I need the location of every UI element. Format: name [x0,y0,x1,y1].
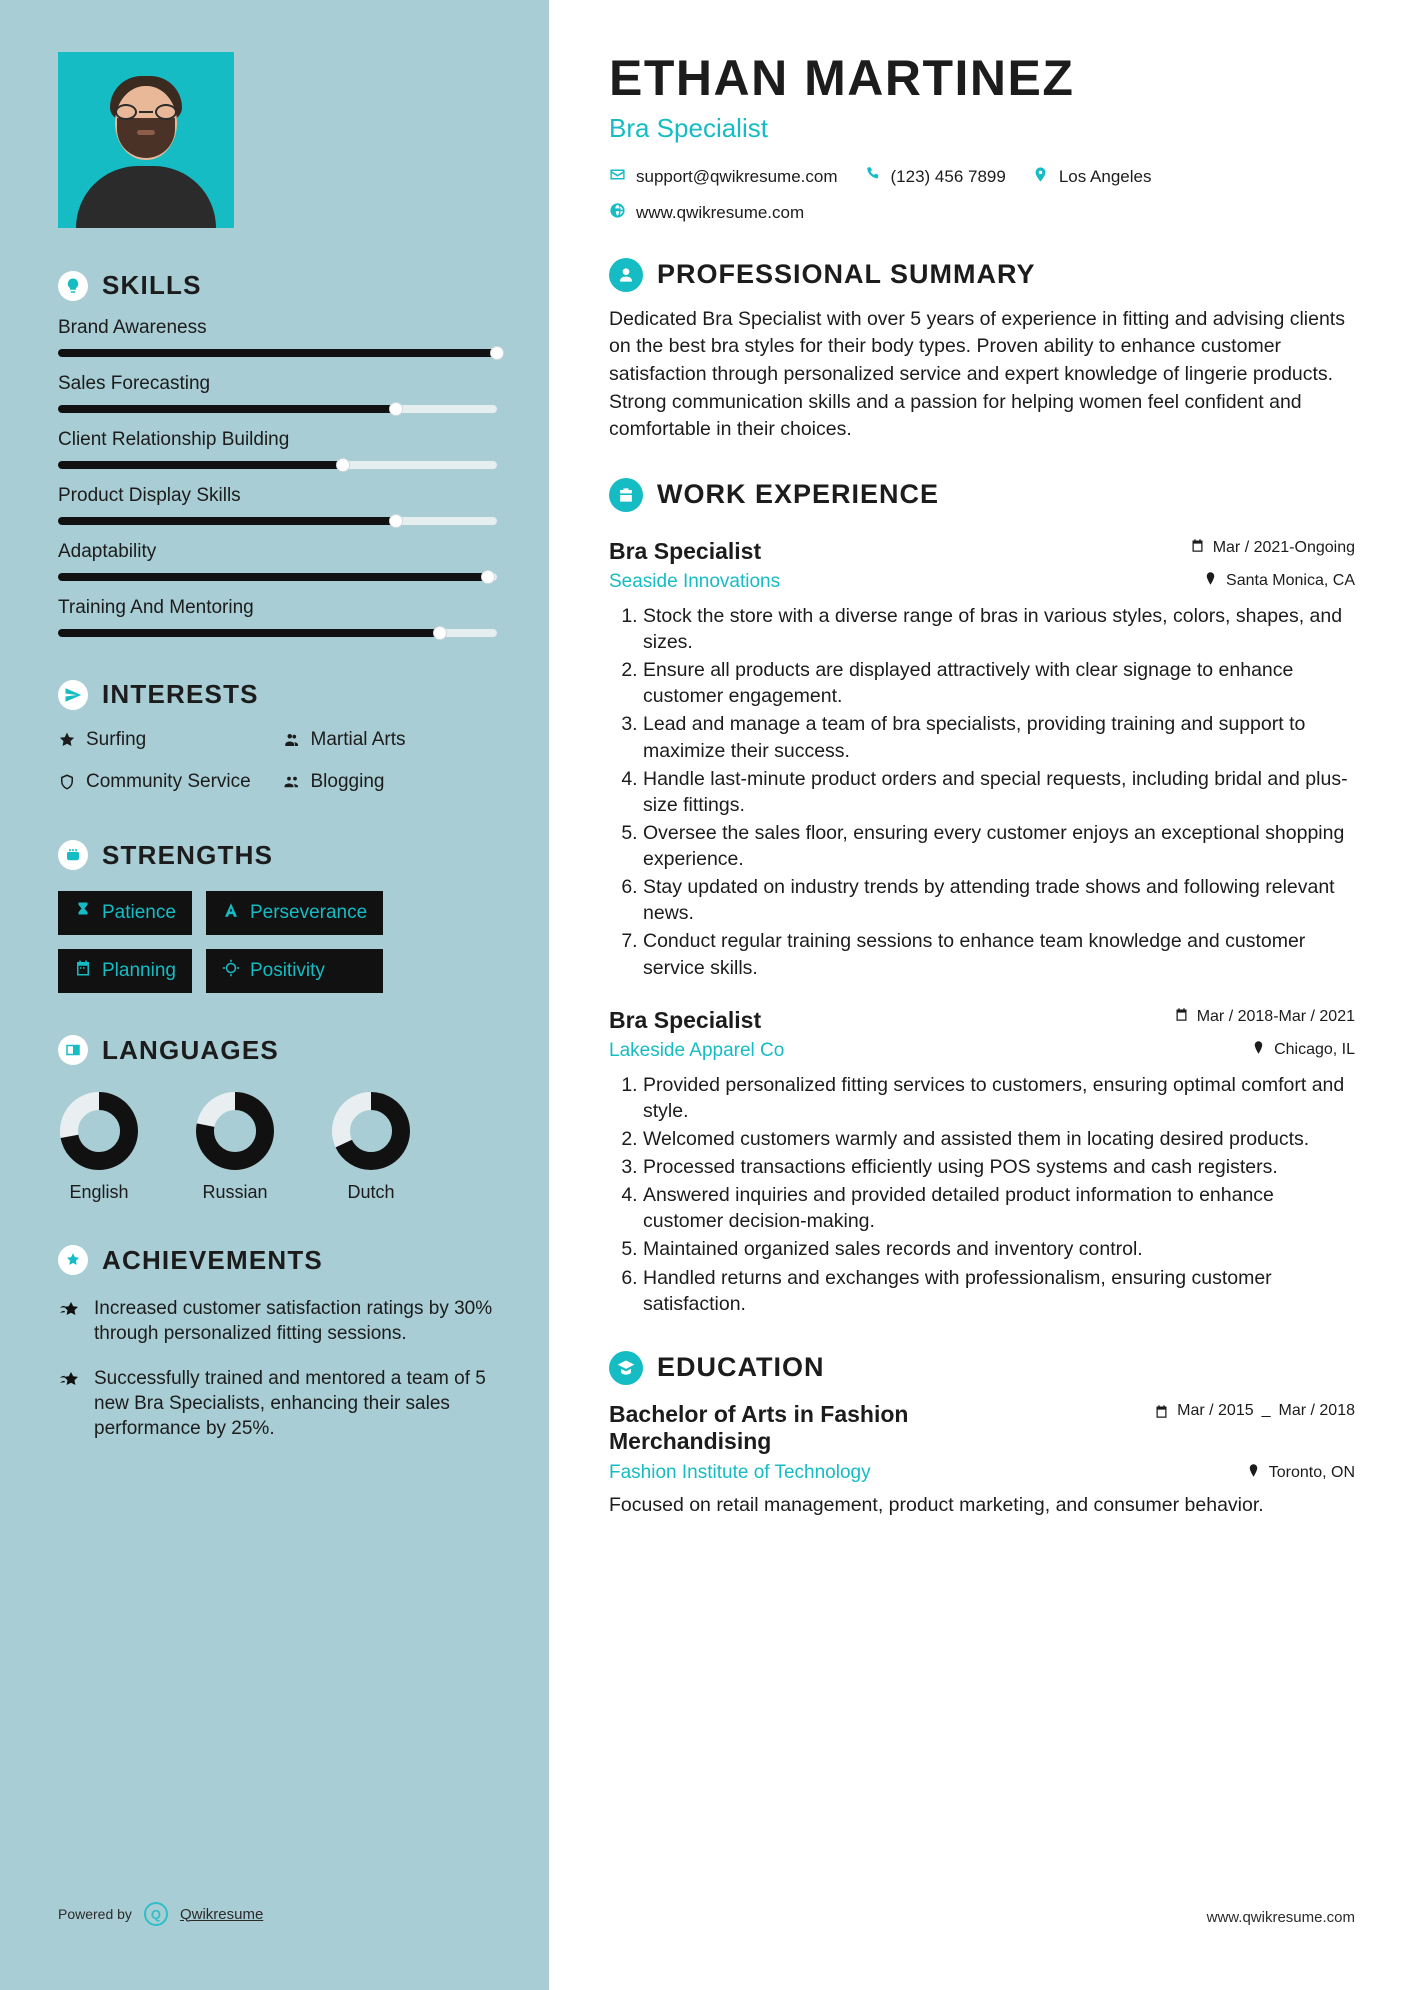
strength-label: Patience [102,901,176,923]
skill-label: Sales Forecasting [58,373,211,394]
job-location-text: Chicago, IL [1274,1040,1355,1058]
bullet-item: 5. Oversee the sales floor, ensuring every customer enjoys an exceptional shopping experience. [643,820,1355,872]
page-title: ETHAN MARTINEZ [609,50,1075,106]
job-location [1251,1040,1355,1060]
education-location [1246,1462,1355,1484]
section-title: PROFESSIONAL SUMMARY [657,259,1036,289]
strength-icon [222,901,240,925]
section-header-summary [609,258,1355,292]
language-item [58,1090,140,1203]
sidebar [0,0,553,1990]
bullet-item: 4. Answered inquiries and provided detailed product information to enhance customer decision-making. [643,1182,1355,1234]
bullet-item: 1. Provided personalized fitting services to customers, ensuring optimal comfort and style. [643,1072,1355,1124]
section-title: INTERESTS [102,679,259,709]
strength-label: Planning [102,959,176,981]
map-pin-icon [1246,1463,1261,1483]
strength-chip [58,949,192,993]
skill-item [58,373,497,413]
mail-icon [609,166,626,188]
briefcase-icon [609,478,643,512]
job-location-text: Santa Monica, CA [1226,571,1355,589]
interest-label: Community Service [86,770,251,792]
lightbulb-icon [58,271,88,301]
bullet-item: 1. Stock the store with a diverse range of bras in various styles, colors, shapes, and sizes. [643,603,1355,655]
interest-icon [283,770,301,798]
job-bullets [609,1072,1355,1317]
skill-item [58,429,497,469]
contact-website-text: www.qwikresume.com [636,202,805,222]
job-bullets [609,603,1355,981]
summary-text: Dedicated Bra Specialist with over 5 years of experience in fitting and advising clients on the best bra styles for their body types. Proven ability to enhance customer satisfaction through personalized service and expert knowledge of lingerie products. Strong communication skills and a passion for helping women feel confident and comfortable in their choices. [609,307,1345,441]
skill-label: Brand Awareness [58,317,207,338]
strength-chip [206,949,383,993]
strength-icon [74,959,92,983]
contact-email[interactable] [609,166,838,188]
job-location [1203,571,1355,591]
skill-bar-knob[interactable] [389,514,403,528]
map-pin-icon [1032,166,1049,188]
section-title: STRENGTHS [102,839,274,870]
section-header-strengths [58,840,497,871]
education-degree: Bachelor of Arts in Fashion Merchandising [609,1400,909,1455]
job-dates-text: Mar / 2018-Mar / 2021 [1196,1007,1355,1025]
interest-icon [58,770,76,798]
job-dates [1190,538,1355,558]
skill-label: Client Relationship Building [58,429,290,450]
bullet-item: 2. Ensure all products are displayed attractively with clear signage to enhance customer engagement. [643,657,1355,709]
strength-label: Positivity [249,959,325,981]
powered-by-label: Powered by [58,1906,132,1922]
user-circle-icon [609,258,643,292]
language-card-icon [58,1035,88,1065]
bullet-item: 6. Stay updated on industry trends by attending trade shows and following relevant news. [643,874,1355,926]
powered-by [58,1902,263,1926]
education-end: Mar / 2018 [1278,1401,1355,1419]
education-location-text: Toronto, ON [1268,1464,1355,1481]
interest-icon [283,728,301,756]
avatar [58,52,234,228]
skill-bar-knob[interactable] [481,570,495,584]
bullet-item: 3. Processed transactions efficiently using POS systems and cash registers. [643,1154,1355,1180]
language-label: Russian [202,1181,268,1202]
avatar-body [76,166,216,228]
strength-icon [74,901,92,925]
experience-item [609,538,1355,981]
contact-phone [864,166,1006,188]
skill-bar-fill [58,629,440,637]
strengths-list [58,891,497,993]
experience-list [609,538,1355,1317]
section-header-languages [58,1035,497,1066]
language-item [194,1090,276,1203]
language-ring [330,1090,412,1172]
skill-bar-fill [58,349,497,357]
glasses-icon [115,104,177,120]
bullet-item: 4. Handle last-minute product orders and special requests, including bridal and plus-size fittings. [643,766,1355,818]
languages-list [58,1090,497,1203]
education-school: Fashion Institute of Technology [609,1462,871,1483]
calendar-icon [1190,538,1205,558]
section-header-skills [58,270,497,301]
qwikresume-link[interactable]: Qwikresume [179,1905,264,1923]
achievement-item [58,1366,497,1441]
skill-label: Training And Mentoring [58,597,254,618]
bullet-item: 6. Handled returns and exchanges with professionalism, ensuring customer satisfaction. [643,1265,1355,1317]
interests-list [58,728,497,798]
section-title: SKILLS [102,270,202,300]
skill-bar [58,349,497,357]
section-title: ACHIEVEMENTS [102,1244,323,1275]
bullet-item: 5. Maintained organized sales records and inventory control. [643,1236,1355,1262]
interest-icon [58,728,76,756]
map-pin-icon [1251,1040,1266,1060]
interest-item [283,770,498,798]
interest-item [58,770,273,798]
interest-item [58,728,273,756]
skill-bar-fill [58,461,343,469]
skill-bar-knob[interactable] [490,346,504,360]
skill-bar-fill [58,517,396,525]
section-title: EDUCATION [657,1352,825,1383]
education-description: Focused on retail management, product marketing, and consumer behavior. [609,1494,1264,1516]
skill-item [58,541,497,581]
avatar-mouth [137,130,155,135]
bullet-item: 7. Conduct regular training sessions to enhance team knowledge and customer service skills. [643,928,1355,980]
skill-bar [58,517,497,525]
skill-bar-knob[interactable] [433,626,447,640]
contact-location [1032,166,1152,188]
globe-icon [609,202,626,224]
fist-icon [58,840,88,870]
language-label: English [69,1181,129,1202]
job-dates [1174,1007,1355,1027]
contact-email-text: support@qwikresume.com [636,166,838,186]
strength-chip [58,891,192,935]
star-badge-icon [58,1245,88,1275]
contact-location-text: Los Angeles [1058,166,1152,186]
achievement-text: Increased customer satisfaction ratings by 30% through personalized fitting sessions. [94,1297,493,1344]
skill-item [58,597,497,637]
job-company: Lakeside Apparel Co [609,1039,785,1061]
language-ring [194,1090,276,1172]
achievement-item [58,1296,497,1346]
section-header-interests [58,679,497,710]
job-title: Bra Specialist [609,1006,762,1033]
main-content [553,0,1407,1990]
education-start: Mar / 2015 [1177,1401,1254,1419]
interest-label: Blogging [310,770,385,792]
skill-bar [58,629,497,637]
qwikresume-logo-icon: Q [144,1902,168,1926]
skill-bar [58,573,497,581]
skills-list [58,317,497,637]
skill-bar-fill [58,573,488,581]
footer-website: www.qwikresume.com [1206,1909,1355,1926]
achievement-text: Successfully trained and mentored a team of 5 new Bra Specialists, enhancing their sales performance by 25%. [94,1367,486,1439]
skill-label: Product Display Skills [58,485,241,506]
skill-bar-fill [58,405,396,413]
calendar-icon [1174,1007,1189,1027]
skill-item [58,317,497,357]
graduation-icon [609,1351,643,1385]
contact-row-1 [609,166,1355,188]
job-dates-text: Mar / 2021-Ongoing [1212,538,1355,556]
achievements-list [58,1296,497,1441]
interest-label: Surfing [86,729,147,750]
experience-item [609,1007,1355,1317]
education-entry [609,1401,1355,1519]
job-title: Bra Specialist [609,537,762,564]
skill-item [58,485,497,525]
language-item [330,1090,412,1203]
education-dates [1154,1401,1355,1424]
job-company: Seaside Innovations [609,570,781,592]
skill-label: Adaptability [58,541,157,562]
language-ring [58,1090,140,1172]
bullet-item: 3. Lead and manage a team of bra specialists, providing training and support to maximize their success. [643,711,1355,763]
skill-bar-knob[interactable] [336,458,350,472]
interest-label: Martial Arts [310,729,406,750]
section-title: LANGUAGES [102,1034,279,1065]
trophy-star-icon [58,1296,82,1346]
skill-bar-knob[interactable] [389,402,403,416]
phone-icon [864,166,881,188]
skill-bar [58,405,497,413]
paper-plane-icon [58,680,88,710]
strength-chip [206,891,383,935]
contact-phone-text: (123) 456 7899 [890,166,1006,186]
job-role: Bra Specialist [609,112,768,143]
section-header-achievements [58,1245,497,1276]
section-header-experience [609,478,1355,512]
interest-item [283,728,498,756]
contact-row-2 [609,202,1355,224]
strength-icon [222,959,240,983]
date-separator: _ [1261,1400,1271,1418]
strength-label: Perseverance [249,901,368,923]
section-header-education [609,1351,1355,1385]
bullet-item: 2. Welcomed customers warmly and assisted them in locating desired products. [643,1126,1355,1152]
map-pin-icon [1203,571,1218,591]
calendar-icon [1154,1401,1169,1424]
trophy-star-icon [58,1366,82,1441]
contact-website[interactable] [609,202,804,224]
section-title: WORK EXPERIENCE [657,479,940,510]
skill-bar [58,461,497,469]
language-label: Dutch [347,1181,395,1202]
